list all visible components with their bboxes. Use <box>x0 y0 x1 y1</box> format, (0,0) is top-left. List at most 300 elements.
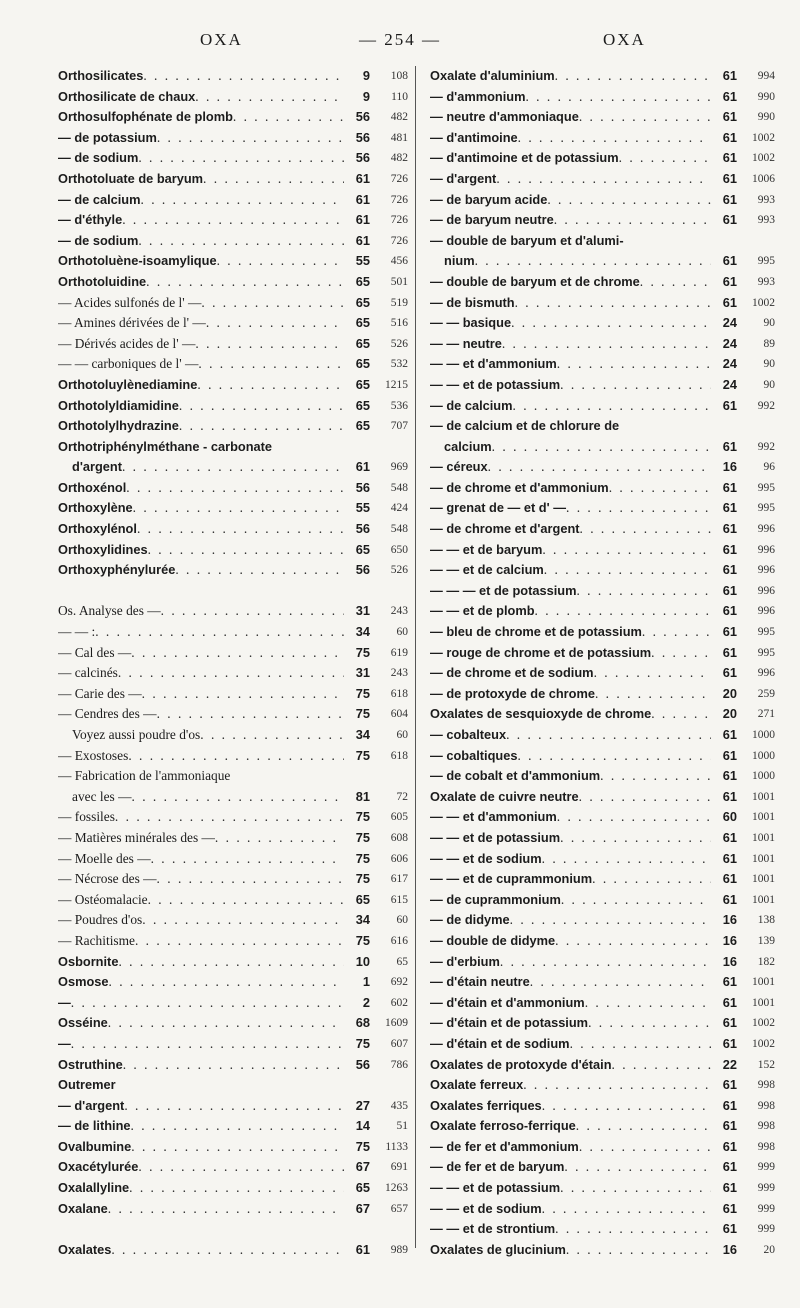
entry-page: 1002 <box>752 296 775 309</box>
entry-volume: 61 <box>722 788 737 804</box>
entry-label: — Exostoses <box>58 747 129 763</box>
leader-dots <box>122 210 344 231</box>
entry-label: — d'éthyle <box>58 212 123 228</box>
entry-volume: 61 <box>722 603 737 619</box>
index-entry <box>430 828 775 849</box>
index-entry <box>58 66 408 87</box>
entry-volume: 61 <box>722 891 737 907</box>
index-entry <box>430 251 775 272</box>
index-entry <box>430 704 775 725</box>
entry-label: Orthotoluène-isoamylique <box>58 253 217 269</box>
index-entry <box>430 334 775 355</box>
column-divider <box>415 66 416 1248</box>
entry-label: — double de baryum et d'alumi- <box>430 232 624 248</box>
entry-label: Oxalane <box>58 1200 108 1216</box>
entry-page: 1001 <box>752 873 775 886</box>
entry-volume: 34 <box>355 912 370 928</box>
entry-label: — de lithine <box>58 1118 131 1134</box>
entry-label: — — basique <box>430 315 512 331</box>
entry-label: — Cendres des — <box>58 706 157 722</box>
index-entry <box>430 581 775 602</box>
index-entry <box>58 251 408 272</box>
entry-label: — de cuprammonium <box>430 891 561 907</box>
leader-dots <box>151 849 344 870</box>
index-entry <box>430 746 775 767</box>
entry-page: 482 <box>390 111 408 124</box>
entry-page: 998 <box>757 1079 775 1092</box>
entry-label: — — et de sodium <box>430 1200 542 1216</box>
entry-volume: 61 <box>722 1138 737 1154</box>
entry-page: 548 <box>390 523 408 536</box>
index-column-left <box>58 66 408 1260</box>
entry-label: — d'antimoine et de potassium <box>430 150 619 166</box>
entry-volume: 24 <box>722 335 737 351</box>
leader-dots <box>95 622 344 643</box>
entry-volume: 20 <box>722 685 737 701</box>
entry-page: 995 <box>757 255 775 268</box>
entry-volume: 61 <box>355 212 370 228</box>
index-entry <box>430 787 775 808</box>
leader-dots <box>71 993 344 1014</box>
leader-dots <box>201 293 344 314</box>
leader-dots <box>523 1075 711 1096</box>
leader-dots <box>544 560 711 581</box>
leader-dots <box>566 1240 711 1261</box>
header-left: OXA <box>200 30 243 49</box>
entry-label: — d'argent <box>430 170 497 186</box>
leader-dots <box>200 725 344 746</box>
header-right: OXA <box>603 30 646 49</box>
leader-dots <box>547 190 711 211</box>
leader-dots <box>555 1219 711 1240</box>
entry-page: 1002 <box>752 1017 775 1030</box>
entry-volume: 9 <box>362 68 370 83</box>
entry-volume: 61 <box>722 665 737 681</box>
entry-label: — de baryum neutre <box>430 212 554 228</box>
entry-label: — — et de cuprammonium <box>430 871 593 887</box>
leader-dots <box>542 1199 711 1220</box>
leader-dots <box>488 457 711 478</box>
entry-label: Orthoxylène <box>58 500 133 516</box>
index-entry <box>430 993 775 1014</box>
entry-page: 456 <box>390 255 408 268</box>
index-entry <box>58 1075 408 1096</box>
entry-label: Oxalate d'aluminium <box>430 68 555 83</box>
entry-page: 602 <box>390 996 408 1009</box>
entry-volume: 2 <box>362 994 370 1010</box>
leader-dots <box>142 684 344 705</box>
index-entry <box>430 1137 775 1158</box>
entry-label: — Rachitisme <box>58 932 135 948</box>
leader-dots <box>570 1034 711 1055</box>
entry-page: 1006 <box>752 172 775 185</box>
entry-page: 618 <box>390 687 408 700</box>
index-entry <box>58 952 408 973</box>
leader-dots <box>557 807 711 828</box>
leader-dots <box>579 1137 711 1158</box>
entry-page: 1002 <box>752 131 775 144</box>
index-entry <box>58 849 408 870</box>
entry-page: 606 <box>390 852 408 865</box>
entry-label: — d'étain neutre <box>430 974 530 990</box>
entry-volume: 61 <box>722 974 737 990</box>
entry-volume: 61 <box>722 1077 737 1093</box>
entry-label: calcium <box>444 438 492 454</box>
index-entry <box>430 354 775 375</box>
leader-dots <box>111 1240 344 1261</box>
entry-volume: 16 <box>722 1241 737 1257</box>
entry-page: 691 <box>390 1161 408 1174</box>
entry-label: — de calcium et de chlorure de <box>430 418 620 434</box>
leader-dots <box>592 869 711 890</box>
entry-label: — de chrome et d'argent <box>430 521 580 537</box>
leader-dots <box>71 1034 344 1055</box>
leader-dots <box>619 148 711 169</box>
index-entry <box>58 437 408 458</box>
entry-volume: 61 <box>722 294 737 310</box>
index-entry <box>58 128 408 149</box>
entry-page: 519 <box>390 296 408 309</box>
entry-volume: 34 <box>355 727 370 742</box>
entry-label: — de fer et de baryum <box>430 1159 565 1175</box>
index-entry <box>430 807 775 828</box>
index-entry <box>58 601 408 622</box>
leader-dots <box>564 1157 711 1178</box>
leader-dots <box>475 251 711 272</box>
leader-dots <box>206 313 344 334</box>
index-entry <box>430 952 775 973</box>
entry-volume: 61 <box>722 521 737 537</box>
entry-volume: 65 <box>355 541 370 557</box>
entry-volume: 75 <box>355 706 370 722</box>
leader-dots <box>560 375 711 396</box>
index-entry <box>430 684 775 705</box>
leader-dots <box>513 396 712 417</box>
leader-dots <box>109 972 344 993</box>
index-entry <box>58 354 408 375</box>
entry-volume: 61 <box>722 88 737 104</box>
entry-page: 996 <box>757 667 775 680</box>
entry-page: 786 <box>390 1058 408 1071</box>
entry-volume: 55 <box>355 500 370 516</box>
entry-volume: 61 <box>355 191 370 207</box>
leader-dots <box>133 498 344 519</box>
index-entry <box>430 66 775 87</box>
leader-dots <box>555 931 711 952</box>
entry-page: 999 <box>757 1223 775 1236</box>
index-entry <box>58 663 408 684</box>
entry-volume: 61 <box>722 1180 737 1196</box>
index-entry <box>430 663 775 684</box>
leader-dots <box>554 210 711 231</box>
entry-volume: 61 <box>722 624 737 640</box>
entry-volume: 31 <box>355 603 370 619</box>
entry-page: 619 <box>390 646 408 659</box>
entry-page: 536 <box>390 399 408 412</box>
entry-volume: 9 <box>362 88 370 104</box>
leader-dots <box>126 478 344 499</box>
index-entry <box>58 272 408 293</box>
entry-page: 526 <box>390 564 408 577</box>
entry-label: d'argent <box>72 459 122 475</box>
entry-label: Orthoxyphénylurée <box>58 562 176 578</box>
entry-label: — Ostéomalacie <box>58 891 148 907</box>
entry-label: — cobaltiques <box>430 747 518 763</box>
index-entry <box>58 581 408 602</box>
entry-page: 707 <box>390 420 408 433</box>
entry-page: 481 <box>390 131 408 144</box>
leader-dots <box>115 807 344 828</box>
index-entry <box>430 498 775 519</box>
leader-dots <box>530 972 711 993</box>
leader-dots <box>197 375 344 396</box>
entry-volume: 61 <box>722 212 737 228</box>
entry-volume: 16 <box>722 932 737 948</box>
entry-page: 90 <box>763 358 775 371</box>
leader-dots <box>148 890 344 911</box>
entry-page: 999 <box>757 1202 775 1215</box>
entry-label: — cobalteux <box>430 727 507 742</box>
entry-page: 1002 <box>752 1037 775 1050</box>
index-entry <box>430 1116 775 1137</box>
entry-label: Oxalate ferreux <box>430 1077 524 1093</box>
entry-label: — Dérivés acides de l' — <box>58 335 196 351</box>
index-entry <box>58 190 408 211</box>
entry-volume: 75 <box>355 932 370 948</box>
index-entry <box>430 910 775 931</box>
leader-dots <box>161 601 344 622</box>
leader-dots <box>131 643 344 664</box>
entry-page: 108 <box>390 70 408 82</box>
entry-label: — — et de potassium <box>430 1180 561 1196</box>
index-entry <box>430 272 775 293</box>
entry-volume: 20 <box>722 706 737 722</box>
index-entry <box>58 993 408 1014</box>
entry-page: 110 <box>391 90 408 103</box>
entry-label: Ostruthine <box>58 1056 123 1072</box>
entry-volume: 75 <box>355 685 370 701</box>
index-entry <box>58 766 408 787</box>
entry-volume: 1 <box>362 974 370 990</box>
leader-dots <box>588 1013 711 1034</box>
entry-label: — d'étain et de sodium <box>430 1035 570 1051</box>
index-entry <box>430 210 775 231</box>
entry-label: — — et d'ammonium <box>430 356 557 372</box>
entry-label: — — et de potassium <box>430 829 561 845</box>
entry-volume: 61 <box>722 829 737 845</box>
leader-dots <box>138 148 344 169</box>
leader-dots <box>640 272 711 293</box>
entry-volume: 56 <box>355 129 370 145</box>
entry-volume: 75 <box>355 1138 370 1154</box>
entry-volume: 31 <box>355 665 370 681</box>
entry-volume: 24 <box>722 376 737 392</box>
entry-page: 726 <box>390 214 408 227</box>
entry-page: 726 <box>390 193 408 206</box>
leader-dots <box>517 746 711 767</box>
entry-label: — d'erbium <box>430 953 500 969</box>
index-entry <box>58 375 408 396</box>
entry-page: 65 <box>396 955 408 968</box>
entry-volume: 65 <box>355 315 370 331</box>
entry-volume: 61 <box>722 273 737 289</box>
entry-label: — de cobalt et d'ammonium <box>430 768 601 784</box>
entry-label: — neutre d'ammoniaque <box>430 109 579 125</box>
leader-dots <box>157 128 344 149</box>
leader-dots <box>612 1055 711 1076</box>
entry-volume: 75 <box>355 809 370 825</box>
index-entry <box>430 148 775 169</box>
index-entry <box>58 684 408 705</box>
entry-label: Orthotriphénylméthane - carbonate <box>58 438 273 454</box>
entry-page: 1215 <box>385 378 408 391</box>
entry-label: Orthoxylidines <box>58 541 148 557</box>
entry-label: — Poudres d'os <box>58 912 143 928</box>
index-entry <box>58 498 408 519</box>
entry-volume: 27 <box>355 1097 370 1113</box>
entry-volume: 75 <box>355 1035 370 1051</box>
entry-label: Orthotolyldiamidine <box>58 397 179 413</box>
index-entry <box>58 1096 408 1117</box>
entry-volume: 10 <box>355 953 370 969</box>
index-entry <box>58 972 408 993</box>
entry-volume: 75 <box>355 850 370 866</box>
entry-label: Orthosilicate de chaux <box>58 88 196 104</box>
leader-dots <box>131 1116 344 1137</box>
leader-dots <box>141 190 345 211</box>
entry-volume: 61 <box>722 479 737 495</box>
leader-dots <box>515 293 711 314</box>
entry-page: 548 <box>390 481 408 494</box>
entry-page: 650 <box>390 543 408 556</box>
entry-label: Orthotoluylènediamine <box>58 376 198 392</box>
entry-volume: 61 <box>722 1097 737 1113</box>
leader-dots <box>195 334 344 355</box>
entry-volume: 16 <box>722 953 737 969</box>
index-entry <box>430 890 775 911</box>
entry-label: — de chrome et d'ammonium <box>430 479 609 495</box>
leader-dots <box>195 87 344 108</box>
entry-page: 996 <box>757 584 775 597</box>
index-entry <box>430 519 775 540</box>
entry-page: 516 <box>390 317 408 330</box>
entry-label: — calcinés <box>58 665 118 681</box>
index-entry <box>430 416 775 437</box>
entry-volume: 61 <box>722 1159 737 1175</box>
leader-dots <box>502 334 711 355</box>
leader-dots <box>198 354 344 375</box>
entry-page: 1000 <box>752 770 775 783</box>
entry-label: Osbornite <box>58 953 119 969</box>
entry-label: — de calcium <box>430 397 513 413</box>
index-entry <box>430 972 775 993</box>
entry-volume: 24 <box>722 356 737 372</box>
index-entry <box>430 457 775 478</box>
entry-page: 138 <box>757 914 775 927</box>
entry-volume: 61 <box>722 1200 737 1216</box>
leader-dots <box>129 1178 344 1199</box>
entry-volume: 55 <box>355 253 370 269</box>
entry-page: 618 <box>390 749 408 762</box>
entry-page: 1263 <box>385 1182 408 1195</box>
leader-dots <box>600 766 711 787</box>
entry-label: — de fer et d'ammonium <box>430 1138 579 1154</box>
entry-label: nium <box>444 253 475 269</box>
entry-page: 969 <box>390 461 408 474</box>
entry-volume: 61 <box>722 1118 737 1134</box>
entry-label: — — carboniques de l' — <box>58 356 199 372</box>
entry-label: — <box>58 994 71 1010</box>
leader-dots <box>135 931 344 952</box>
entry-page: 60 <box>396 626 408 639</box>
entry-label: — — et de baryum <box>430 541 543 557</box>
index-entry <box>430 375 775 396</box>
index-entry <box>430 293 775 314</box>
entry-page: 996 <box>757 605 775 618</box>
leader-dots <box>560 828 711 849</box>
entry-volume: 61 <box>722 500 737 516</box>
index-entry <box>430 396 775 417</box>
entry-page: 989 <box>390 1243 408 1256</box>
entry-volume: 65 <box>355 397 370 413</box>
entry-label: Orthoxylénol <box>58 521 137 537</box>
entry-page: 1001 <box>752 852 775 865</box>
index-entry <box>58 519 408 540</box>
entry-label: — — et de calcium <box>430 562 544 578</box>
entry-volume: 61 <box>722 850 737 866</box>
entry-page: 996 <box>757 523 775 536</box>
index-entry <box>58 931 408 952</box>
entry-volume: 65 <box>355 418 370 434</box>
entry-volume: 61 <box>722 644 737 660</box>
index-entry <box>430 1240 775 1261</box>
leader-dots <box>138 1157 344 1178</box>
entry-volume: 61 <box>355 459 370 475</box>
entry-label: — de calcium <box>58 191 141 207</box>
leader-dots <box>500 952 711 973</box>
entry-volume: 61 <box>722 747 737 763</box>
index-entry <box>430 622 775 643</box>
entry-label: — Matières minérales des — <box>58 829 215 845</box>
index-entry <box>430 169 775 190</box>
entry-page: 51 <box>396 1120 408 1133</box>
index-entry <box>58 87 408 108</box>
entry-volume: 75 <box>355 644 370 660</box>
leader-dots <box>215 828 344 849</box>
leader-dots <box>203 169 344 190</box>
leader-dots <box>122 457 344 478</box>
entry-page: 243 <box>390 667 408 680</box>
leader-dots <box>511 313 711 334</box>
entry-page: 526 <box>390 337 408 350</box>
entry-label: — grenat de — et d' — <box>430 500 567 516</box>
index-entry <box>430 643 775 664</box>
index-entry <box>58 1013 408 1034</box>
index-entry <box>58 231 408 252</box>
entry-volume: 56 <box>355 109 370 125</box>
leader-dots <box>555 66 711 87</box>
entry-volume: 56 <box>355 562 370 578</box>
entry-label: — — et de strontium <box>430 1221 556 1237</box>
entry-volume: 65 <box>355 376 370 392</box>
leader-dots <box>146 272 344 293</box>
index-entry <box>58 1116 408 1137</box>
entry-volume: 56 <box>355 1056 370 1072</box>
leader-dots <box>138 231 344 252</box>
index-entry <box>58 334 408 355</box>
leader-dots <box>123 1055 344 1076</box>
index-entry <box>58 1157 408 1178</box>
